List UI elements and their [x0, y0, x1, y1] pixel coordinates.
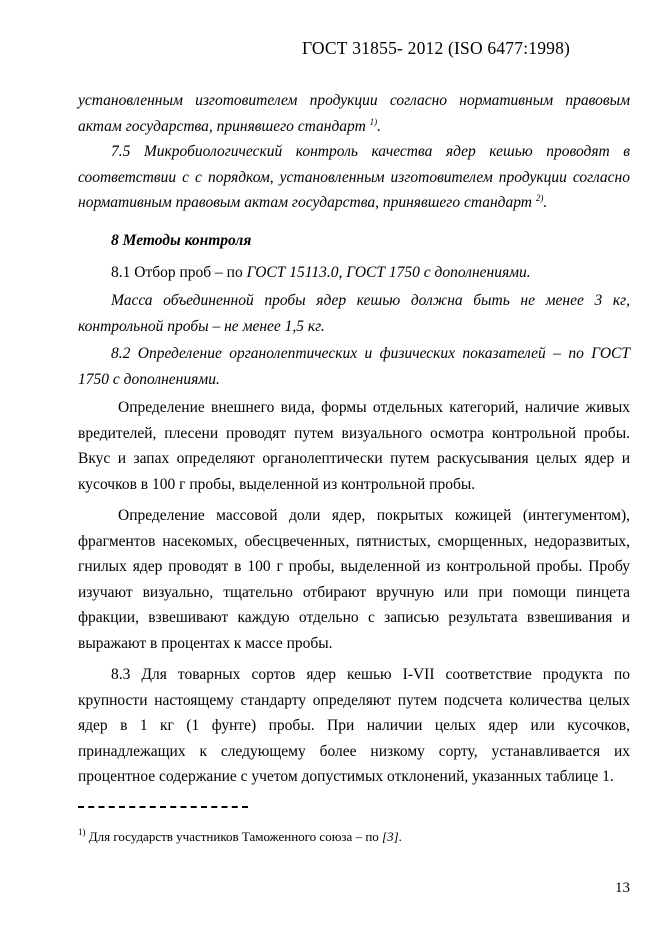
paragraph-lead: 8.1 Отбор проб – по [111, 264, 247, 281]
page-number: 13 [615, 880, 630, 896]
footnote-end: . [398, 829, 402, 844]
paragraph-mass-fraction: Определение массовой доли ядер, покрытых кожицей (интегументом), фрагментов насекомых, обесцвеченных, пятнистых, сморщенных, недоразвитых, гнилых ядер проводят в 100 г пробы, выделенной из контрольной пробы. Пробу изучают визуально, тщательно отбирают вручную или при помощи пинцета фракции, взвешивают каждую отдельно с записью результата взвешивания и выражают в процентах к массе пробы. [78, 507, 630, 652]
footnote-divider [78, 806, 248, 808]
paragraph-appearance: Определение внешнего вида, формы отдельных категорий, наличие живых вредителей, плесени проводят путем визуального осмотра контрольной пробы. Вкус и запах определяют органолептически путем раскусывания целых ядер и кусочков в 100 г пробы, выделенной из контрольной пробы. [78, 399, 630, 493]
standard-refs: ГОСТ 15113.0, ГОСТ 1750 с дополнениями. [246, 264, 531, 281]
section-title: 8 Методы контроля [111, 232, 252, 249]
paragraph-continuation [78, 88, 630, 139]
paragraph-8-1 [78, 260, 630, 286]
footnote-ref: 2) [535, 193, 544, 203]
paragraph-end: . [377, 117, 382, 135]
footnote-ref: 1) [369, 116, 378, 127]
paragraph-8-3: 8.3 Для товарных сортов ядер кешью I-VII соответствие продукта по крупности настоящему стандарту определяют путем подсчета количества целых ядер в 1 кг (1 фунте) пробы. При наличии целых ядер или кусочков, принадлежащих к следующему более низкому сорту, устанавливается их процентное содержание с учетом допустимых отклонений, указанных таблице 1. [78, 666, 630, 785]
paragraph-text: установленным изготовителем продукции согласно нормативным правовым актам государства, принявшего стандарт [78, 92, 630, 135]
document-header: ГОСТ 31855- 2012 (ISO 6477:1998) [302, 38, 571, 58]
paragraph-8-2: 8.2 Определение органолептических и физических показателей – по ГОСТ 1750 с дополнениями. [78, 345, 630, 388]
footnote [78, 829, 402, 845]
paragraph-text: 7.5 Микробиологический контроль качества ядер кешью проводят в соответствии с с порядком, установленным изготовителем продукции согласно нормативным правовым актам государства, принявшего стандарт [78, 143, 630, 211]
paragraph-end: . [543, 194, 548, 211]
paragraph-7-5 [78, 139, 630, 216]
paragraph-sample-mass: Масса объединенной пробы ядер кешью должна быть не менее 3 кг, контрольной пробы – не менее 1,5 кг. [78, 292, 630, 335]
footnote-text: Для государств участников Таможенного союза – по [85, 829, 383, 844]
footnote-marker: 1) [78, 827, 86, 837]
footnote-ref: [3] [382, 829, 399, 844]
